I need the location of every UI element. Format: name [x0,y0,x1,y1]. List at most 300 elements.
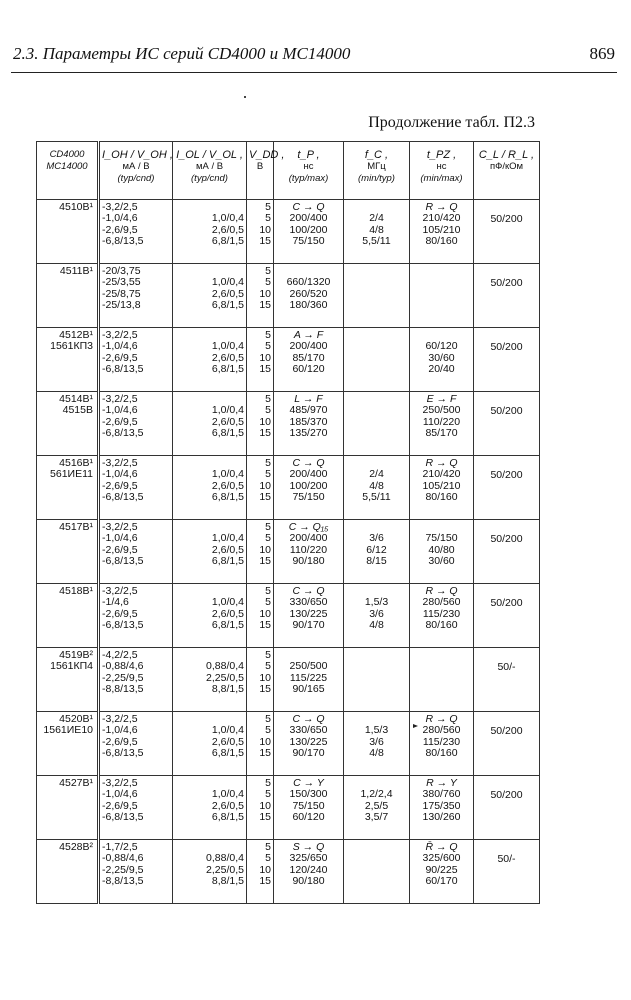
cell-line: -2,6/9,5 [102,607,138,620]
device-cell [37,584,99,648]
col-header-device [37,142,99,200]
cl-rl-cell [474,648,540,712]
cell-line [412,684,471,695]
cell-line: R → Q [425,457,458,469]
cell-line: 330/650 [289,596,328,609]
table-row [37,264,540,328]
cell-line: 200/400 [289,532,328,545]
cell-line: 30/60 [428,555,455,568]
cell-line: 1561КП3 [50,340,93,353]
cell-line: -3,2/2,5 [102,201,138,213]
cell-line: 1561ИЕ10 [43,724,93,737]
fc-cell [344,392,410,456]
cell-line: 115/225 [289,671,328,684]
cell-line: 4514B¹ [59,393,93,405]
col-header-line: (min/typ) [358,173,395,184]
cell-line: -25/13,8 [102,299,141,312]
ioh-cell [99,776,173,840]
cell-line: 1,5/3 [364,724,389,737]
cl-rl-cell [474,584,540,648]
cell-line: 5 [265,404,271,417]
cell-line: -6,8/13,5 [102,619,144,632]
cell-line: 5 [265,852,271,865]
table-header-row [37,142,540,200]
cell-line: 50/200 [490,277,523,289]
cell-line: 75/150 [292,799,325,812]
cell-line: 4518B¹ [59,585,93,597]
cell-line: 4511B¹ [59,265,93,277]
cell-line [346,684,407,695]
cell-line: 260/520 [289,287,328,300]
cell-line: 85/170 [425,427,458,440]
tp-cell [274,264,344,328]
tpz-cell [410,648,474,712]
cell-line: 2,6/0,5 [211,223,244,236]
tpz-cell [410,264,474,328]
cell-line: 30/60 [428,351,455,364]
cell-line: 1,0/0,4 [211,532,244,545]
cell-line: 2/4 [369,468,384,481]
cell-line: 80/160 [425,235,458,248]
cell-line: 90/225 [425,863,458,876]
vdd-cell [247,712,274,776]
cell-line: 10 [259,415,271,428]
cell-line: 150/300 [289,788,328,801]
cell-line: 90/180 [292,875,325,888]
cell-line: 10 [259,671,271,684]
col-header-line: В [256,161,264,172]
fc-cell [344,520,410,584]
cell-line: 4527B¹ [59,777,93,789]
cell-line: C → Y [293,777,324,789]
cell-line: -1/4,6 [102,596,129,609]
cell-line: 50/200 [490,341,523,353]
cell-line: 325/600 [422,852,461,865]
cell-line: 110/220 [422,415,461,428]
table-row [37,392,540,456]
col-header-line: t_P , [297,149,320,161]
cell-line: -2,6/9,5 [102,543,138,556]
cell-line: 200/400 [289,468,328,481]
col-header-line: MC14000 [46,161,88,172]
cell-line: 5 [265,649,271,661]
cell-line: 15 [259,555,271,568]
page-number: 869 [589,44,615,63]
cell-line: 2,25/0,5 [206,863,244,876]
cell-line: -2,25/9,5 [102,671,144,684]
cl-rl-cell [474,200,540,264]
tpz-cell [410,392,474,456]
iol-cell [173,328,247,392]
ioh-cell [99,264,173,328]
cell-line: 1,0/0,4 [211,340,244,353]
fc-cell [344,712,410,776]
cell-line: 3/6 [369,735,384,748]
cell-line: 50/200 [490,213,523,225]
cell-line: 2/4 [369,212,384,225]
cell-line: 185/370 [289,415,328,428]
cell-line: -1,0/4,6 [102,788,138,801]
cell-line: 6,8/1,5 [211,747,244,760]
cell-line: -3,2/2,5 [102,329,138,341]
cell-line: 1,0/0,4 [211,468,244,481]
cell-line: 8/15 [366,555,387,568]
col-header-iol [173,142,247,200]
cell-line: 4515B [62,404,93,417]
cell-line: 2,6/0,5 [211,543,244,556]
fc-cell [344,456,410,520]
cell-line: 15 [259,235,271,248]
cell-line: 4510B¹ [59,201,93,213]
tp-cell [274,776,344,840]
cell-line: 5,5/11 [362,235,391,248]
table-row [37,712,540,776]
cell-line: -6,8/13,5 [102,427,144,440]
cell-line: 4520B¹ [59,713,93,725]
cell-line: -25/3,55 [102,276,141,289]
cell-line: 110/220 [289,543,328,556]
tp-cell [274,456,344,520]
cell-line: 105/210 [422,223,461,236]
cell-line: 6,8/1,5 [211,427,244,440]
vdd-cell [247,328,274,392]
cell-line: 5 [265,788,271,801]
cell-line: 100/200 [289,223,328,236]
vdd-cell [247,520,274,584]
cell-line: 6,8/1,5 [211,811,244,824]
section-title: 2.3. Параметры ИС серий CD4000 и MC14000 [13,44,351,63]
cell-line: 80/160 [425,747,458,760]
ioh-cell [99,648,173,712]
cell-line: 10 [259,863,271,876]
cell-line: 5 [265,713,271,725]
cell-line: 1,0/0,4 [211,724,244,737]
table-row [37,648,540,712]
cell-line: 2,6/0,5 [211,415,244,428]
cell-line: 6,8/1,5 [211,363,244,376]
cell-line: -6,8/13,5 [102,235,144,248]
running-header [11,42,617,73]
device-cell [37,264,99,328]
iol-cell [173,712,247,776]
cell-line: C → Q [292,457,325,469]
col-header-line: (typ/cnd) [117,173,155,184]
cell-line: 1,2/2,4 [360,788,393,801]
cell-line: 10 [259,287,271,300]
cell-line: -8,8/13,5 [102,683,144,696]
cell-line: 85/170 [292,351,325,364]
cell-line: -3,2/2,5 [102,585,138,597]
vdd-cell [247,200,274,264]
cell-line: 100/200 [289,479,328,492]
fc-cell [344,200,410,264]
cell-line: 2,6/0,5 [211,479,244,492]
cell-line: C → Q [292,585,325,597]
cell-line: 50/200 [490,789,523,801]
device-cell [37,776,99,840]
cell-line: 561ИЕ11 [50,468,93,481]
iol-cell [173,840,247,904]
cell-line: 3,5/7 [364,811,389,824]
cell-line: 80/160 [425,491,458,504]
cell-line: 5 [265,201,271,213]
cell-line: 5 [265,276,271,289]
cl-rl-cell [474,456,540,520]
ioh-cell [99,520,173,584]
tpz-cell [410,328,474,392]
tpz-cell [410,520,474,584]
col-header-line: f_C , [364,149,389,161]
cell-line: -8,8/13,5 [102,875,144,888]
cell-line: 6,8/1,5 [211,555,244,568]
fc-cell [344,776,410,840]
cell-line: 10 [259,607,271,620]
cell-line: 5 [265,265,271,277]
ioh-cell [99,456,173,520]
ioh-cell [99,392,173,456]
cell-line [346,300,407,311]
cell-line: 60/120 [292,363,325,376]
cell-line: -6,8/13,5 [102,491,144,504]
cell-line: -2,6/9,5 [102,223,138,236]
cell-line: 130/225 [289,735,328,748]
cell-line: 1,0/0,4 [211,404,244,417]
stray-mark [413,724,418,728]
cl-rl-cell [474,264,540,328]
cell-line: 1,0/0,4 [211,596,244,609]
cell-line: 5 [265,532,271,545]
tp-cell [274,328,344,392]
cell-line: 6,8/1,5 [211,491,244,504]
iol-cell [173,776,247,840]
fc-cell [344,648,410,712]
cl-rl-cell [474,840,540,904]
tpz-cell [410,840,474,904]
vdd-cell [247,776,274,840]
fc-cell [344,840,410,904]
cell-line: 10 [259,543,271,556]
table-row [37,456,540,520]
cell-line: S → Q [292,841,325,853]
cell-line: 2,5/5 [364,799,389,812]
cell-line: 4/8 [369,747,384,760]
col-header-line: I_OH / V_OH , [102,149,173,161]
cell-line: 130/225 [289,607,328,620]
ioh-cell [99,712,173,776]
cell-line [346,428,407,439]
cell-line [412,300,471,311]
cell-line: 6,8/1,5 [211,619,244,632]
cell-line: -2,6/9,5 [102,351,138,364]
cell-line: 1,5/3 [364,596,389,609]
col-header-line: CD4000 [49,149,85,160]
col-header-line: (typ/max) [288,173,329,184]
cell-line: 135/270 [289,427,328,440]
cell-line: 5 [265,521,271,533]
device-cell [37,648,99,712]
cell-line: 6,8/1,5 [211,299,244,312]
cell-line: 2,6/0,5 [211,607,244,620]
cell-line: 4/8 [369,223,384,236]
cell-line: 280/560 [422,596,461,609]
cell-line: 0,88/0,4 [206,660,244,673]
tpz-cell [410,456,474,520]
cell-line: 50/- [497,661,516,673]
cell-line: -25/8,75 [102,287,141,300]
cell-line: -0,88/4,6 [102,852,144,865]
cell-line: 8,8/1,5 [211,683,244,696]
cell-line: -2,6/9,5 [102,415,138,428]
parameters-table [36,141,540,904]
tp-cell [274,584,344,648]
cell-line: 5 [265,841,271,853]
cell-line: C → Q [292,713,325,725]
cell-line: 105/210 [422,479,461,492]
cell-line [346,876,407,887]
cell-line: 15 [259,811,271,824]
cell-line: 380/760 [422,788,461,801]
vdd-cell [247,392,274,456]
cell-line: -2,6/9,5 [102,799,138,812]
device-cell [37,328,99,392]
cell-line: 15 [259,491,271,504]
col-header-line: мА / В [122,161,150,172]
cell-line: 5 [265,777,271,789]
iol-cell [173,200,247,264]
cell-line: -1,0/4,6 [102,724,138,737]
cell-line: -1,0/4,6 [102,340,138,353]
col-header-ioh [99,142,173,200]
col-header-line: (min/max) [420,173,463,184]
cell-line: 4528B² [59,841,93,853]
iol-cell [173,648,247,712]
cell-line: 75/150 [292,491,325,504]
cell-line: 1561КП4 [50,660,93,673]
col-header-line: t_PZ , [426,149,457,161]
cell-line: 60/120 [425,340,458,353]
cell-line: -2,6/9,5 [102,479,138,492]
cell-line: -6,8/13,5 [102,555,144,568]
cell-line: 6,8/1,5 [211,235,244,248]
cell-line: 2,6/0,5 [211,351,244,364]
cell-line: 5 [265,468,271,481]
fc-cell [344,264,410,328]
cell-line: 4516B¹ [59,457,93,469]
cell-line: 660/1320 [286,276,331,289]
cell-line: 50/200 [490,405,523,417]
device-cell [37,520,99,584]
tpz-cell [410,200,474,264]
cell-line: 90/170 [292,747,325,760]
device-cell [37,200,99,264]
tp-cell [274,520,344,584]
cell-line: C → Q₁₅ [288,521,329,533]
fc-cell [344,328,410,392]
cell-line: C → Q [292,201,325,213]
cell-line: 5 [265,724,271,737]
cell-line: -1,0/4,6 [102,404,138,417]
cell-line: 5 [265,340,271,353]
cell-line: -3,2/2,5 [102,457,138,469]
cell-line: 5,5/11 [362,491,391,504]
col-header-line: (typ/cnd) [191,173,228,184]
cell-line: 120/240 [289,863,328,876]
cell-line: 40/80 [428,543,455,556]
cell-line: 90/165 [292,683,325,696]
iol-cell [173,392,247,456]
cell-line: 10 [259,735,271,748]
cl-rl-cell [474,328,540,392]
cell-line: 175/350 [422,799,461,812]
cell-line: 2,6/0,5 [211,799,244,812]
tp-cell [274,648,344,712]
cell-line: 0,88/0,4 [206,852,244,865]
cell-line: 5 [265,457,271,469]
cell-line: 5 [265,329,271,341]
table-row [37,840,540,904]
cell-line: -3,2/2,5 [102,777,138,789]
cell-line: L → F [294,393,323,405]
cell-line: 20/40 [428,363,455,376]
tp-cell [274,712,344,776]
cell-line: 130/260 [422,811,461,824]
cell-line: -6,8/13,5 [102,363,144,376]
tpz-cell [410,712,474,776]
cell-line: 485/970 [289,404,328,417]
cell-line: 2,6/0,5 [211,287,244,300]
cell-line: 90/170 [292,619,325,632]
cell-line: 5 [265,585,271,597]
col-header-line: МГц [367,161,386,172]
cell-line: R̄ → Q [425,841,458,853]
cell-line: -6,8/13,5 [102,747,144,760]
cell-line: -20/3,75 [102,265,141,277]
device-cell [37,456,99,520]
device-cell [37,712,99,776]
cell-line: 1,0/0,4 [211,788,244,801]
cell-line: E → F [426,393,457,405]
cell-line: 15 [259,619,271,632]
cell-line: -1,0/4,6 [102,532,138,545]
cell-line: 60/170 [425,875,458,888]
cell-line: 15 [259,875,271,888]
tp-cell [274,392,344,456]
table-row [37,200,540,264]
cell-line: R → Q [425,201,458,213]
cell-line: 325/650 [289,852,328,865]
cell-line: 5 [265,596,271,609]
cl-rl-cell [474,776,540,840]
cell-line: 8,8/1,5 [211,875,244,888]
cl-rl-cell [474,392,540,456]
cell-line: 80/160 [425,619,458,632]
device-cell [37,392,99,456]
speck [244,96,246,98]
col-header-line: V_DD , [249,149,285,161]
cell-line: 280/560 [422,724,461,737]
cell-line: 5 [265,212,271,225]
iol-cell [173,264,247,328]
cell-line: 1,0/0,4 [211,276,244,289]
table-row [37,520,540,584]
col-header-line: нс [436,161,447,172]
cell-line: -2,6/9,5 [102,735,138,748]
cell-line: 60/120 [292,811,325,824]
cell-line: 180/360 [289,299,328,312]
cell-line: 210/420 [422,468,461,481]
iol-cell [173,456,247,520]
cell-line: -4,2/2,5 [102,649,138,661]
